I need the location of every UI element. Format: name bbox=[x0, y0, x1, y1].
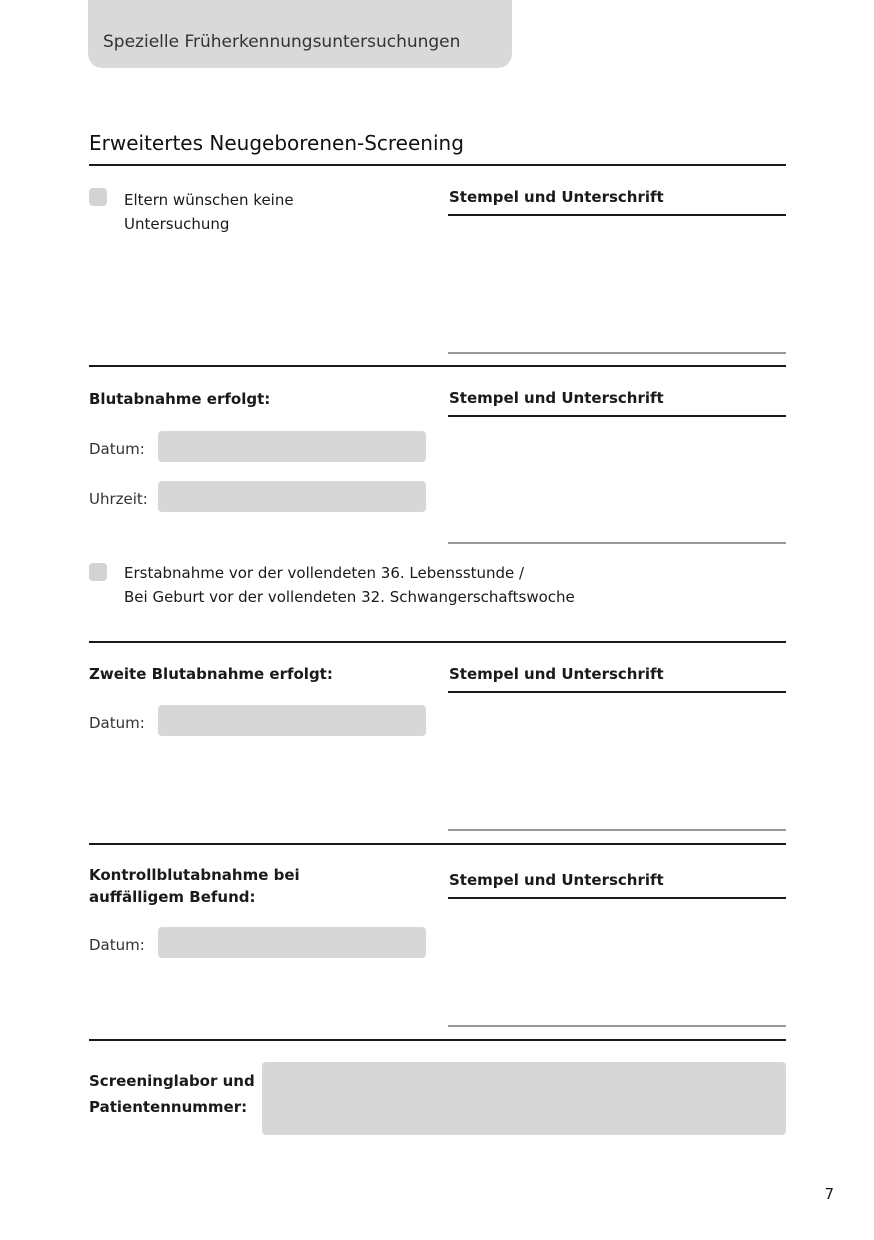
lab-label-line1: Screeninglabor und bbox=[89, 1072, 255, 1090]
blood-sample-heading: Blutabnahme erfolgt: bbox=[89, 390, 271, 408]
early-sample-label-line1: Erstabnahme vor der vollendeten 36. Lebensstunde / bbox=[124, 564, 525, 582]
title-divider bbox=[89, 164, 786, 166]
opt-out-label-line2: Untersuchung bbox=[124, 215, 230, 233]
blood-sample-date-field[interactable] bbox=[158, 431, 426, 462]
stamp-signature-label: Stempel und Unterschrift bbox=[449, 871, 664, 889]
signature-bottom-line bbox=[448, 352, 786, 354]
signature-area[interactable] bbox=[448, 693, 786, 829]
opt-out-checkbox[interactable] bbox=[89, 188, 107, 206]
signature-bottom-line bbox=[448, 1025, 786, 1027]
blood-sample-time-field[interactable] bbox=[158, 481, 426, 512]
stamp-signature-label: Stempel und Unterschrift bbox=[449, 665, 664, 683]
date-label: Datum: bbox=[89, 936, 145, 954]
control-sample-heading-line1: Kontrollblutabnahme bei bbox=[89, 866, 300, 884]
control-sample-date-field[interactable] bbox=[158, 927, 426, 958]
opt-out-label-line1: Eltern wünschen keine bbox=[124, 191, 294, 209]
section-divider bbox=[89, 365, 786, 367]
section-divider bbox=[89, 843, 786, 845]
lab-patient-number-field[interactable] bbox=[262, 1062, 786, 1135]
section-tab-label: Spezielle Früherkennungsuntersuchungen bbox=[103, 32, 461, 52]
early-sample-label-line2: Bei Geburt vor der vollendeten 32. Schwangerschaftswoche bbox=[124, 588, 575, 606]
signature-area[interactable] bbox=[448, 216, 786, 352]
lab-label-line2: Patientennummer: bbox=[89, 1098, 248, 1116]
second-sample-date-field[interactable] bbox=[158, 705, 426, 736]
early-sample-checkbox[interactable] bbox=[89, 563, 107, 581]
signature-area[interactable] bbox=[448, 417, 786, 542]
section-divider bbox=[89, 641, 786, 643]
page-title: Erweitertes Neugeborenen-Screening bbox=[89, 131, 464, 155]
signature-bottom-line bbox=[448, 542, 786, 544]
control-sample-heading-line2: auffälligem Befund: bbox=[89, 888, 256, 906]
page-number: 7 bbox=[824, 1185, 834, 1203]
date-label: Datum: bbox=[89, 714, 145, 732]
stamp-signature-label: Stempel und Unterschrift bbox=[449, 188, 664, 206]
time-label: Uhrzeit: bbox=[89, 490, 148, 508]
signature-area[interactable] bbox=[448, 899, 786, 1025]
date-label: Datum: bbox=[89, 440, 145, 458]
stamp-signature-label: Stempel und Unterschrift bbox=[449, 389, 664, 407]
section-divider bbox=[89, 1039, 786, 1041]
second-sample-heading: Zweite Blutabnahme erfolgt: bbox=[89, 665, 333, 683]
signature-bottom-line bbox=[448, 829, 786, 831]
